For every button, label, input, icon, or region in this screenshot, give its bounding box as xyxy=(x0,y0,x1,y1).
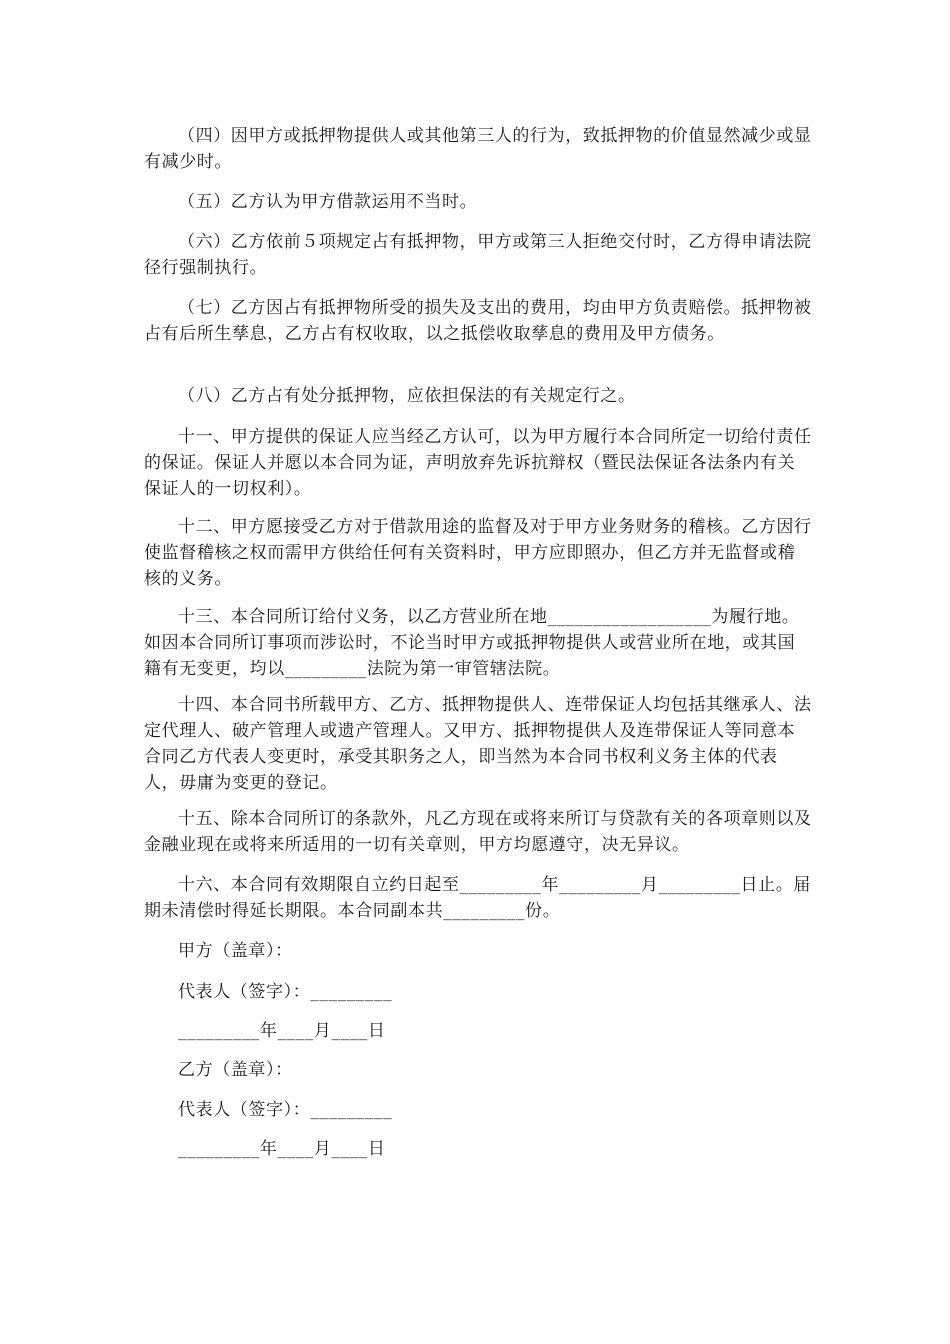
party-b-date-line: _________年____月____日 xyxy=(178,1139,386,1159)
clause-10-item-6: （六）乙方依前５项规定占有抵押物，甲方或第三人拒绝交付时，乙方得申请法院径行强制执行。 xyxy=(144,232,812,278)
party-a-representative-line: 代表人（签字）：_________ xyxy=(178,982,393,1002)
clause-12: 十二、甲方愿接受乙方对于借款用途的监督及对于甲方业务财务的稽核。乙方因行使监督稽核之权而需甲方供给任何有关资料时，甲方应即照办，但乙方并无监督或稽核的义务。 xyxy=(144,517,812,589)
clause-15: 十五、除本合同所订的条款外，凡乙方现在或将来所订与贷款有关的各项章则以及金融业现在或将来所适用的一切有关章则，甲方均愿遵守，决无异议。 xyxy=(144,809,812,855)
party-b-representative-line: 代表人（签字）：_________ xyxy=(178,1100,393,1120)
party-a-seal-line: 甲方（盖章）： xyxy=(178,941,293,961)
clause-10-item-7: （七）乙方因占有抵押物所受的损失及支出的费用，均由甲方负责赔偿。抵押物被占有后所生孳息，乙方占有权收取，以之抵偿收取孳息的费用及甲方债务。 xyxy=(144,298,812,344)
clause-10-item-8: （八）乙方占有处分抵押物，应依担保法的有关规定行之。 xyxy=(178,386,636,406)
party-b-seal-line: 乙方（盖章）： xyxy=(178,1060,293,1080)
clause-10-item-5: （五）乙方认为甲方借款运用不当时。 xyxy=(178,192,478,212)
clause-11: 十一、甲方提供的保证人应当经乙方认可，以为甲方履行本合同所定一切给付责任的保证。保证人并愿以本合同为证，声明放弃先诉抗辩权（暨民法保证各法条内有关保证人的一切权利）。 xyxy=(144,427,812,499)
clause-10-item-4: （四）因甲方或抵押物提供人或其他第三人的行为，致抵押物的价值显然减少或显有减少时。 xyxy=(144,126,812,172)
party-a-date-line: _________年____月____日 xyxy=(178,1021,386,1041)
clause-14: 十四、本合同书所载甲方、乙方、抵押物提供人、连带保证人均包括其继承人、法定代理人、破产管理人或遗产管理人。又甲方、抵押物提供人及连带保证人等同意本合同乙方代表人变更时，承受其职务之人，即当然为本合同书权利义务主体的代表人，毋庸为变更的登记。 xyxy=(144,695,812,793)
clause-16: 十六、本合同有效期限自立约日起至_________年_________月_________日止。届期未清偿时得延长期限。本合同副本共_________份。 xyxy=(144,875,811,921)
clause-13: 十三、本合同所订给付义务，以乙方营业所在地__________________为履行地。如因本合同所订事项而涉讼时，不论当时甲方或抵押物提供人或营业所在地，或其国籍有无变更，均以_________法院为第一审管辖法院。 xyxy=(144,607,800,679)
